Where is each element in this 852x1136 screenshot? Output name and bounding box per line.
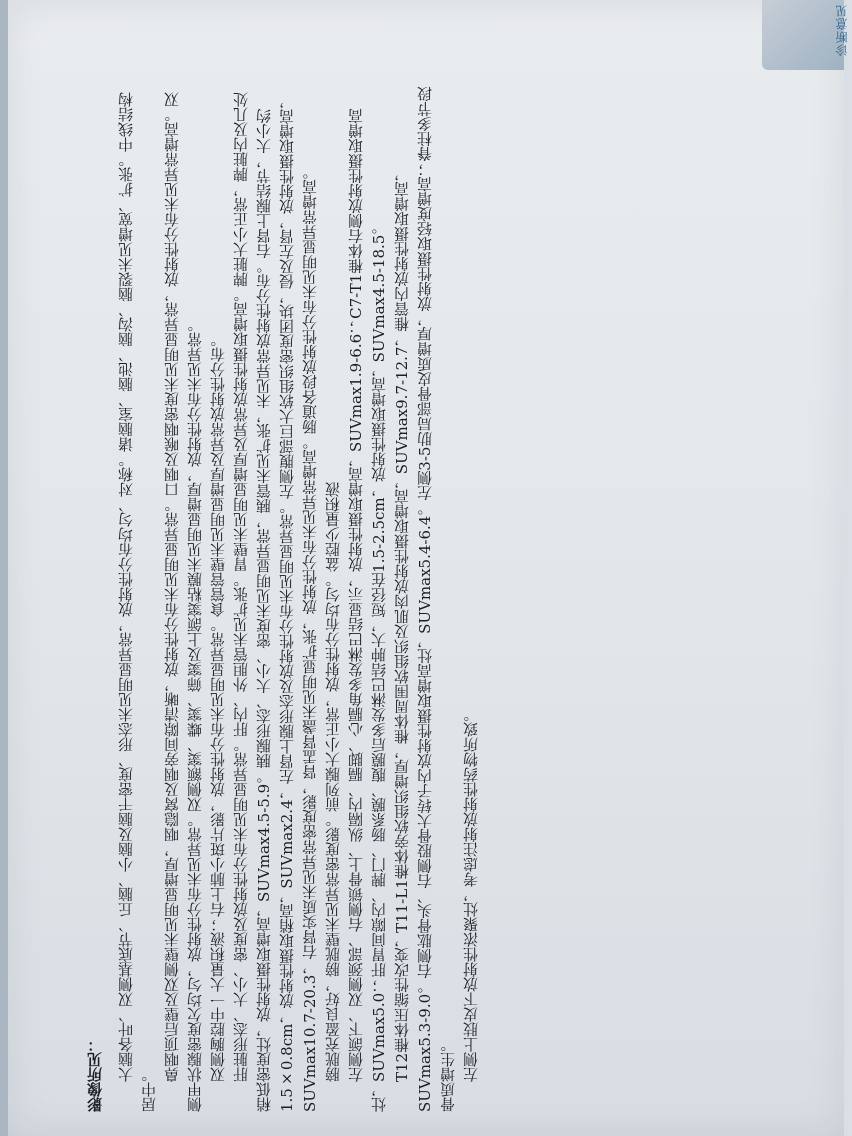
paragraph-pelvis: 膀胱充盈良好，膀胱壁未见异常密度影。前列腺大小正常，放射性分布均匀。盆腔少量积液 [324, 482, 342, 1082]
paragraph-head-neck: 鼻咽顶后壁及双侧壁未见明显增厚，咽隐窝及咽旁间隙清晰，放射性分布未见明显异常。口咽及喉咽密度未见明显异常，放射性分布未见异常增高。双侧甲状腺密度欠均匀，放射性分布未见异常。双侧额窦、蝶窦、筛窦及上颌窦粘膜未见明显增厚，放射性分布未见异常。 [163, 92, 204, 1112]
paragraph-injection-site: 左侧上肢皮下放射性浓聚灶，考虑注射放射性药物所致。 [462, 707, 480, 1082]
imaging-findings-text [84, 84, 764, 1112]
section-title: 影像所见： [86, 1037, 104, 1112]
paragraph-skeleton: T12椎体压缩性改变，T11-L1椎体旁软组织增厚，椎体周围软组织及肌肉放射性摄取增高，SUVmax9.7-12.7，椎管内放射性摄取增高，SUVmax5.3-9.0。右侧肱骨头、右侧股骨大转子内放射性摄取增高灶，SUVmax5.4-6.4。左侧3-5肋局部骨皮质增厚，放射性摄取轻度增高；脊柱多节段骨质增生。 [393, 86, 457, 1112]
paragraph-chest: 双侧胸腔中一大量积液；右上肺小斑片影，放射性分布未见明显异常。食管管壁未见明显增厚及异常放射性分布。 [209, 332, 227, 1082]
paragraph-brain: 大脑各叶、双侧基底节、丘脑、小脑及脑干密度、形态未见明显异常，放射性分布均匀、对称。诸脑室、脑池、脑沟、脑裂未见增宽、扩张。中线结构居中。 [117, 92, 158, 1112]
report-page [8, 0, 849, 1136]
underlying-page-corner [762, 0, 849, 70]
paragraph-lymph-nodes: 左侧颌下、双侧颈部、右侧锁骨上、纵隔内、膈脚、心膈角多发淋巴结显示，放射性摄取增高，SUVmax1.9-6.6；C7-T1椎体右侧放射性摄取增高灶，SUVmax5.0；肝胃间隙内、脾门、肠系膜、腹膜后多发淋巴结肿大，短径在1.5-2.5cm，放射性摄取增高，SUVmax4.5-18.5。 [347, 108, 388, 1112]
underlying-page-text: 诊断意见 [835, 4, 849, 56]
paragraph-abdomen: 肝脏形态、大小、密度及放射性分布未见明显异常。肝内、外胆管未见扩张。胃壁未见明显增厚及异常放射性摄取增高。脾脏大小正常，脾脏内及几处稍低密度灶，放射性摄取增高，SUVmax4.5-5.9。胰腺形态、大小、密度未见明显异常，胰管未见扩张，未见异常放射性分布。右肾上腺结节，大小约1.5×0.8cm，放射性摄取稍高，SUVmax2.4，左肾上腺形态及放射性分布未见明显异常。左侧腹部巨大软组织密度团块，侵及左肾，放射性摄取增高，SUVmax10.7-20.3，右肾实质未见异常密度影，肾盂肾盏未见明显扩张，放射性分布未见异常增高。肠道各段放射性分布未见明显异常增高。 [232, 92, 319, 1112]
